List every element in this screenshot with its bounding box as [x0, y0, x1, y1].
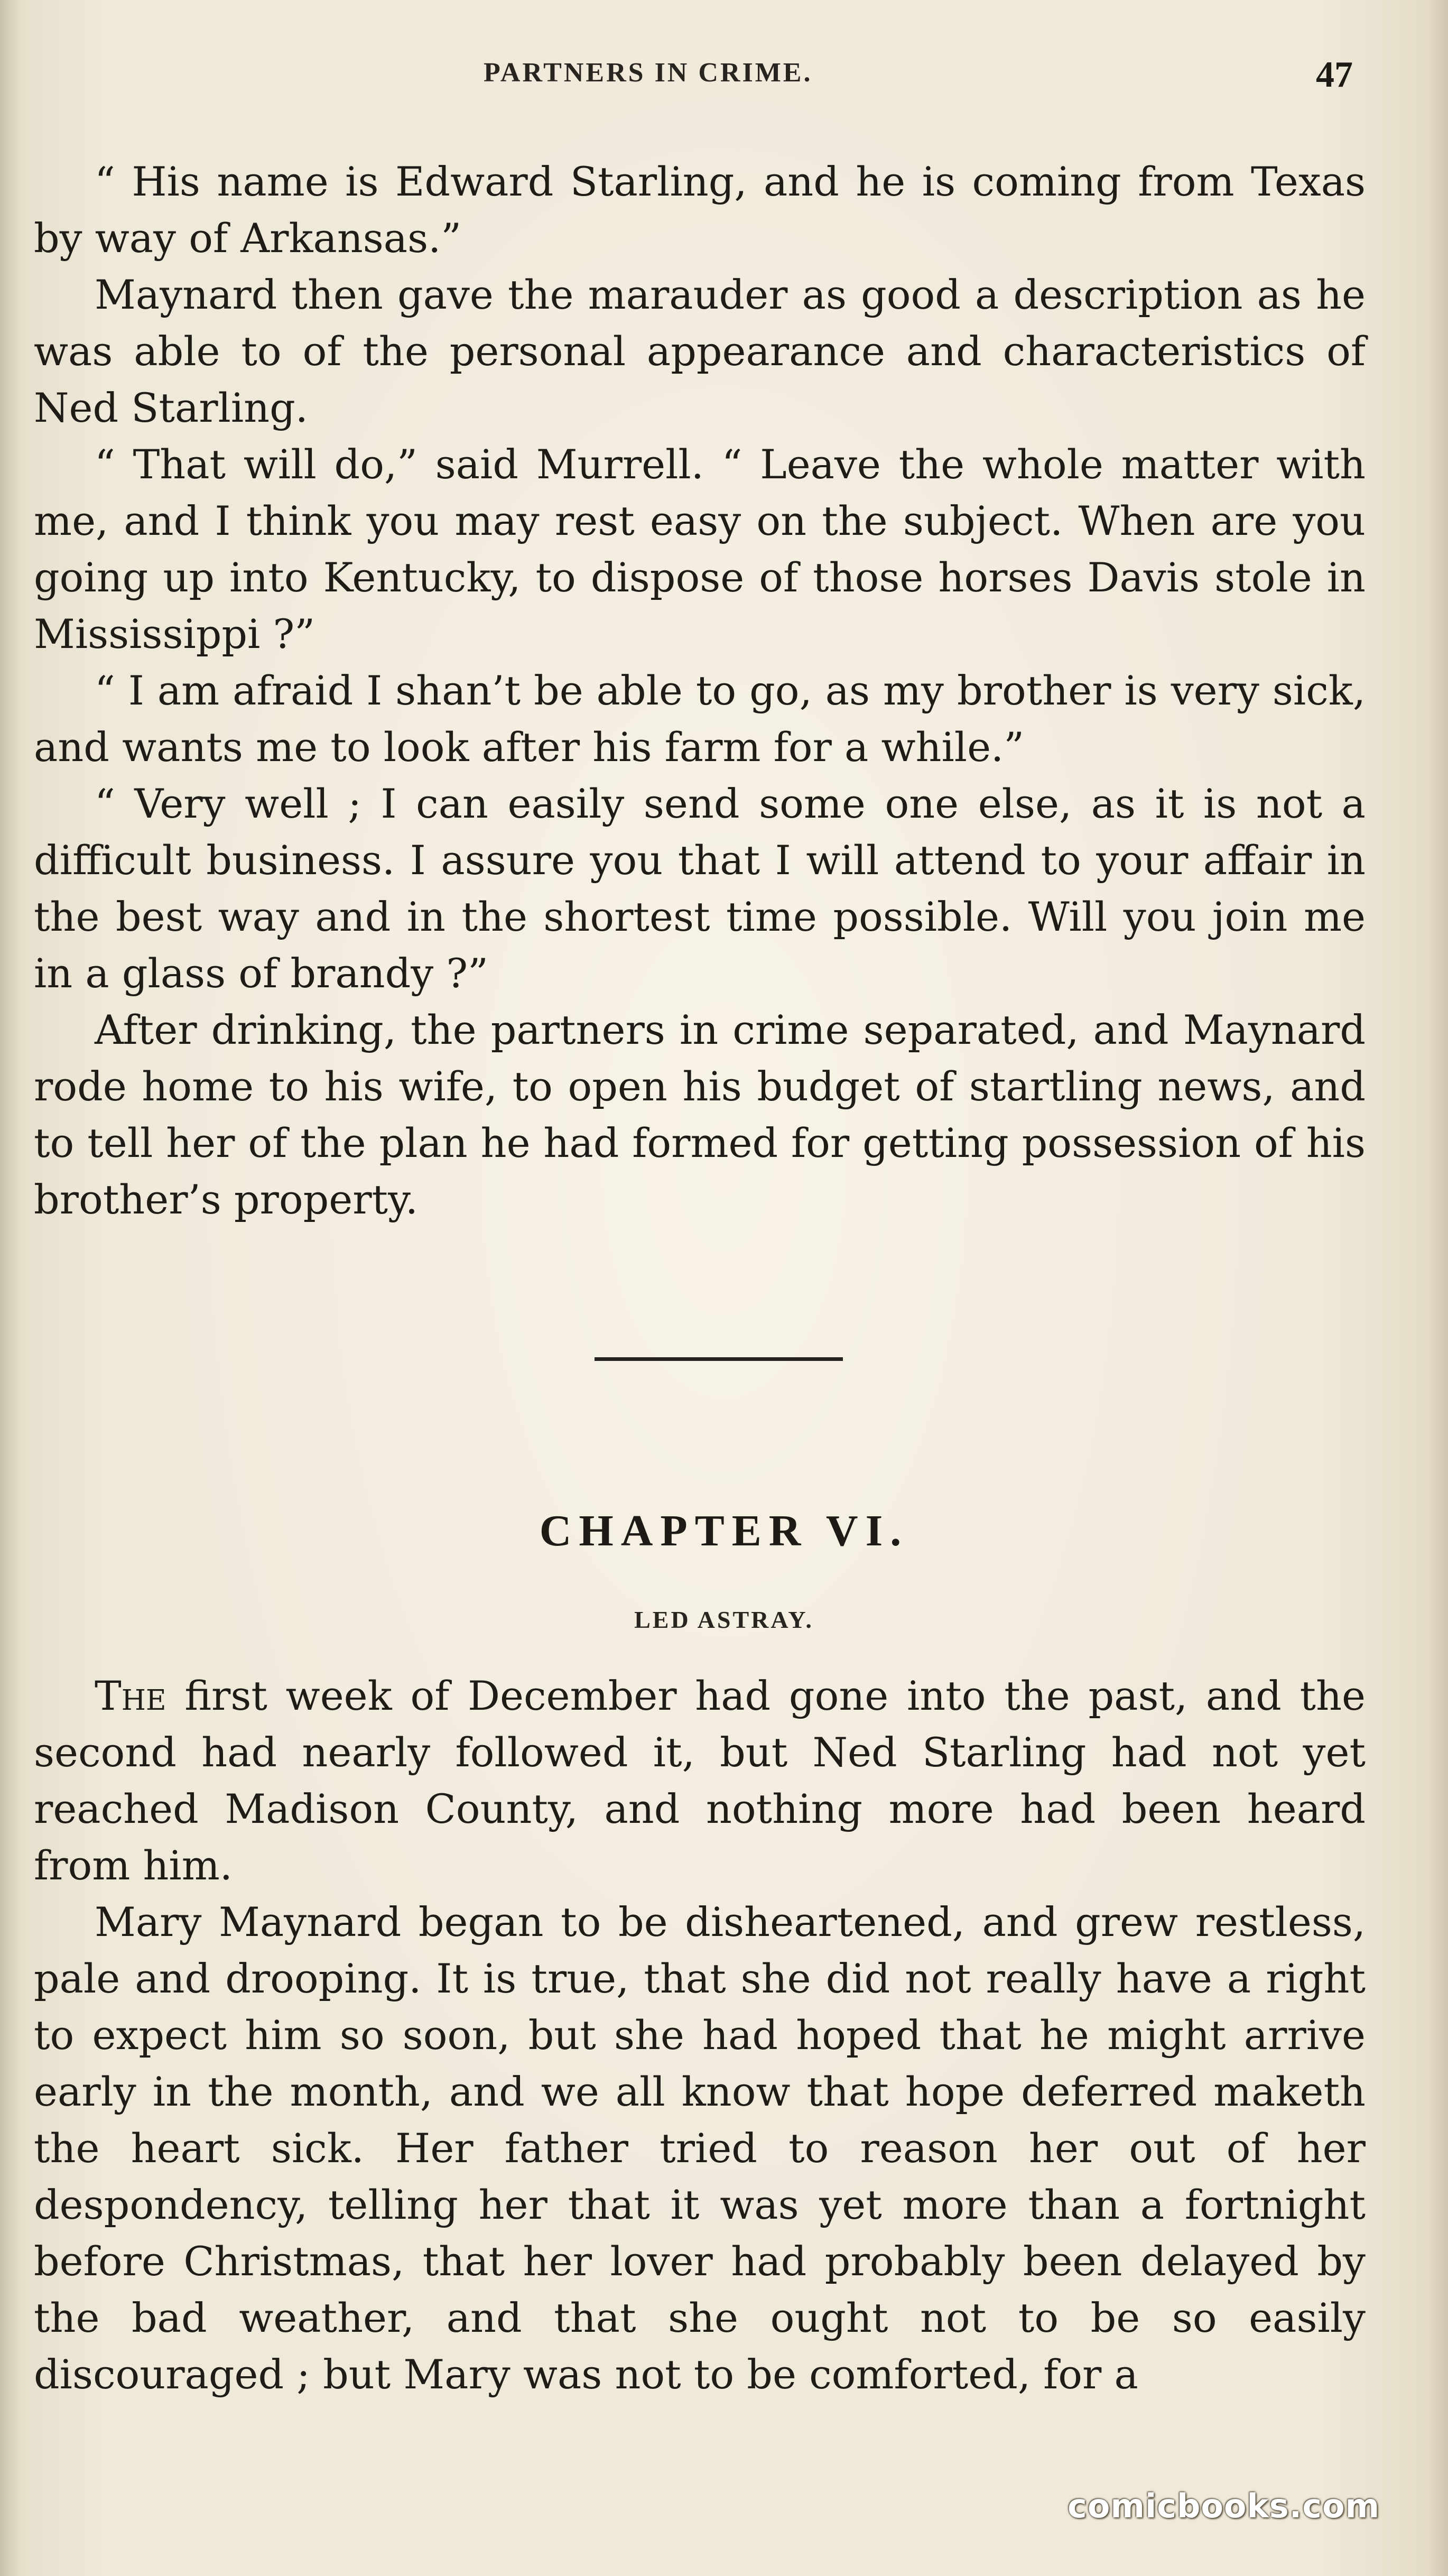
chapter-opening-word: The — [95, 1672, 166, 1719]
paragraph: “ That will do,” said Murrell. “ Leave the whole matter with me, and I think you may rest easy on the subject. When are you going up into Kentucky, to dispose of those horses Davis stole in Mississippi ?” — [34, 441, 1366, 657]
chapter-title: CHAPTER VI. — [539, 1506, 909, 1555]
section-led-astray — [34, 1667, 1366, 2403]
page-number: 47 — [1316, 54, 1353, 95]
paragraph: “ Very well ; I can easily send some one else, as it is not a difficult business. I assure you that I will attend to your affair in the best way and in the shortest time possible. Will you join me in a glass of brandy ?” — [34, 780, 1366, 997]
paragraph: “ I am afraid I shan’t be able to go, as my brother is very sick, and wants me to look after his farm for a while.” — [34, 667, 1366, 771]
section-divider-rule — [595, 1357, 843, 1361]
paragraph: Maynard then gave the marauder as good a description as he was able to of the personal appearance and characteristics of Ned Starling. — [34, 271, 1366, 431]
paragraph: After drinking, the partners in crime separated, and Maynard rode home to his wife, to open his budget of startling news, and to tell her of the plan he had formed for getting possession of his brother’s property. — [34, 1006, 1366, 1223]
running-head: PARTNERS IN CRIME. — [484, 58, 813, 88]
section-partners-in-crime — [34, 153, 1366, 1228]
paragraph: Mary Maynard began to be disheartened, and grew restless, pale and drooping. It is true, that she did not really have a right to expect him so soon, but she had hoped that he might arrive early in the month, and we all know that hope deferred maketh the heart sick. Her father tried to reason her out of her despondency, telling her that it was yet more than a fortnight before Christmas, that her lover had probably been delayed by the bad weather, and that she ought not to be so easily discouraged ; but Mary was not to be comforted, for a — [34, 1898, 1366, 2398]
chapter-subtitle: LED ASTRAY. — [634, 1606, 814, 1633]
paragraph-text: first week of December had gone into the past, and the second had nearly followed it, but Ned Starling had not yet reached Madison County, and nothing more had been heard from him. — [34, 1672, 1366, 1889]
watermark: comicbooks.com — [1068, 2487, 1380, 2525]
paragraph: “ His name is Edward Starling, and he is coming from Texas by way of Arkansas.” — [34, 158, 1366, 262]
paragraph — [34, 1667, 1366, 1894]
page-header — [0, 54, 1448, 99]
